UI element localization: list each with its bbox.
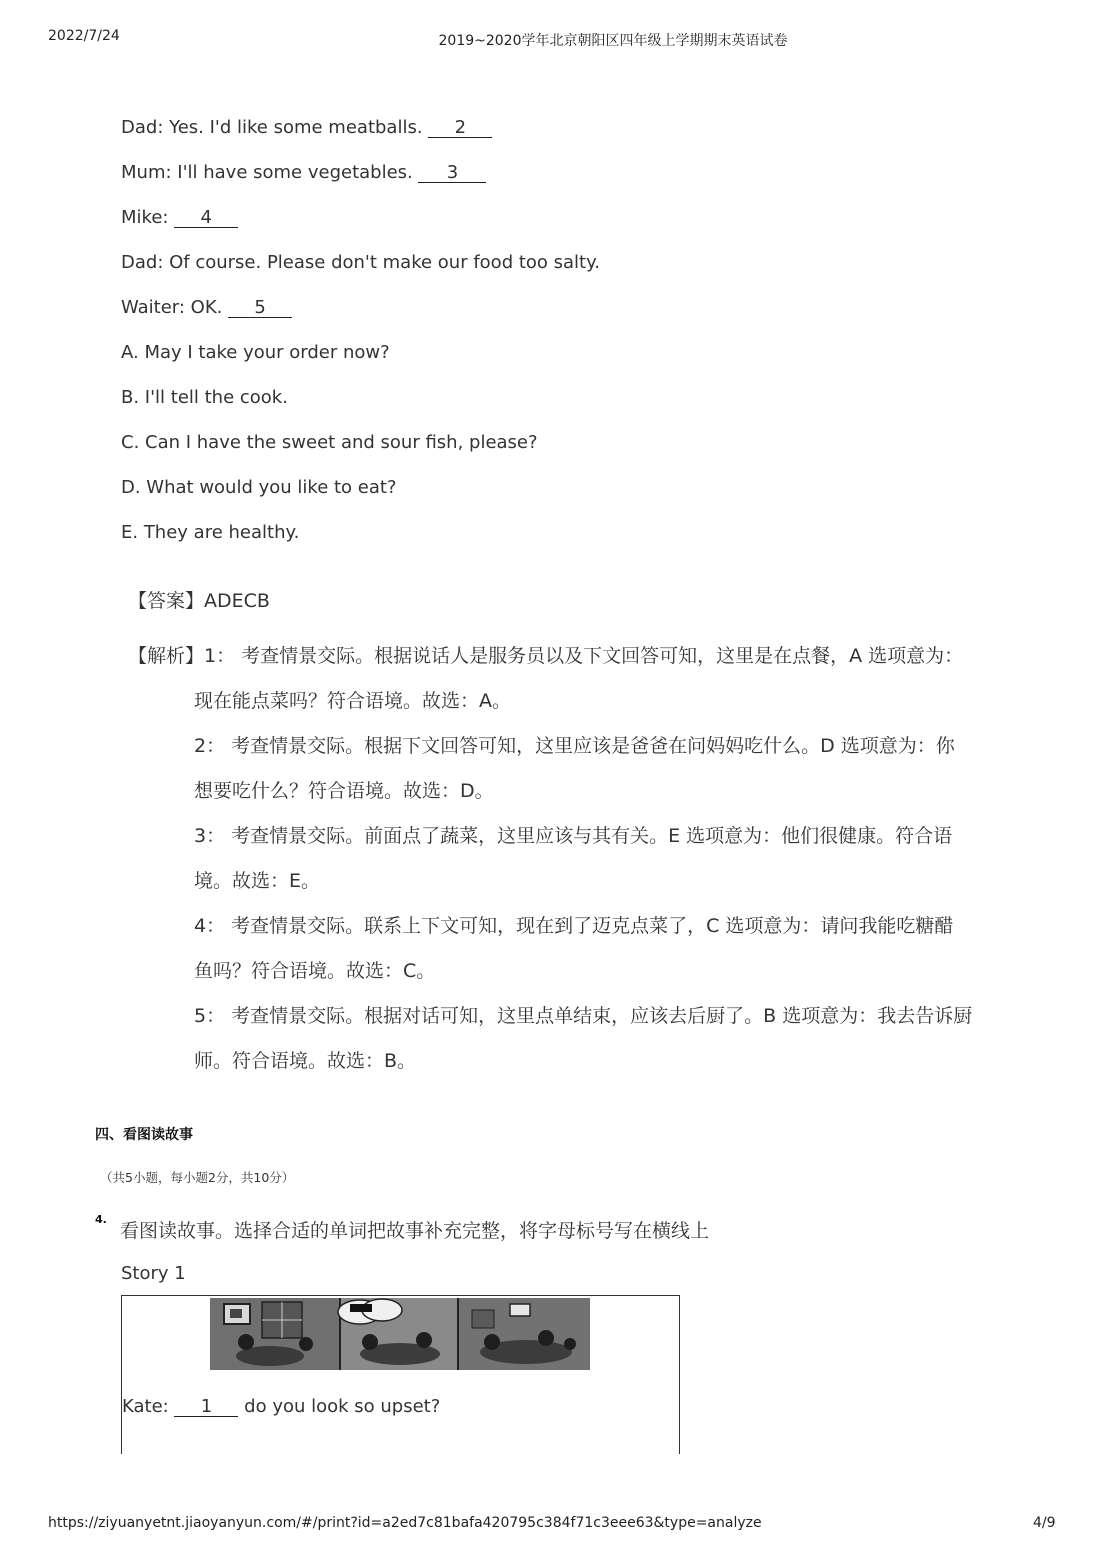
- answer-blank: 2: [428, 119, 492, 138]
- dialogue-line: [121, 297, 292, 318]
- dialogue-line: [121, 207, 238, 228]
- answer-blank: 1: [174, 1398, 238, 1417]
- answer-blank: 4: [174, 209, 238, 228]
- dialogue-line: [121, 117, 492, 138]
- answer-blank: 5: [228, 299, 292, 318]
- question-number: 4.: [95, 1213, 107, 1226]
- dialogue-line: [121, 252, 600, 273]
- analysis-line: 5： 考查情景交际。根据对话可知，这里点单结束，应该去后厨了。B 选项意为：我去告诉厨: [194, 1005, 973, 1027]
- analysis-line: 师。符合语境。故选：B。: [194, 1050, 417, 1072]
- analysis-line: 4： 考查情景交际。联系上下文可知，现在到了迈克点菜了，C 选项意为：请问我能吃糖醋: [194, 915, 954, 937]
- analysis-label: 【解析】: [128, 645, 205, 667]
- option-b: B. I'll tell the cook.: [121, 387, 288, 408]
- story-comic-image: [210, 1298, 590, 1370]
- question-text: 看图读故事。选择合适的单词把故事补充完整，将字母标号写在横线上: [120, 1220, 710, 1242]
- analysis-line: 3： 考查情景交际。前面点了蔬菜，这里应该与其有关。E 选项意为：他们很健康。符合语: [194, 825, 953, 847]
- section-subtitle: （共5小题，每小题2分，共10分）: [100, 1170, 295, 1185]
- analysis-line: 2： 考查情景交际。根据下文回答可知，这里应该是爸爸在问妈妈吃什么。D 选项意为：你: [194, 735, 955, 757]
- page-number: 4/9: [1033, 1515, 1056, 1531]
- option-c: C. Can I have the sweet and sour fish, please?: [121, 432, 538, 453]
- option-d: D. What would you like to eat?: [121, 477, 397, 498]
- document-title: 2019~2020学年北京朝阳区四年级上学期期末英语试卷: [438, 33, 788, 49]
- story-label: Story 1: [121, 1263, 186, 1284]
- option-a: A. May I take your order now?: [121, 342, 390, 363]
- analysis-line: 鱼吗？符合语境。故选：C。: [194, 960, 436, 982]
- answer-line: [128, 586, 270, 613]
- story-sentence-text: do you look so upset?: [238, 1396, 441, 1417]
- option-e: E. They are healthy.: [121, 522, 300, 543]
- analysis-line: 现在能点菜吗？符合语境。故选：A。: [194, 690, 511, 712]
- analysis-line: 想要吃什么？符合语境。故选：D。: [194, 780, 494, 802]
- dialogue-line: [121, 162, 486, 183]
- analysis-text: 1： 考查情景交际。根据说话人是服务员以及下文回答可知，这里是在点餐，A 选项意为：: [204, 645, 964, 667]
- dialogue-text: Mike:: [121, 207, 175, 228]
- analysis-line: 境。故选：E。: [194, 870, 321, 892]
- dialogue-text: Mum: I'll have some vegetables.: [121, 162, 419, 183]
- dialogue-text: Dad: Of course. Please don't make our food too salty.: [121, 252, 600, 273]
- story-speaker-text: Kate:: [122, 1396, 175, 1417]
- section-title: 四、看图读故事: [95, 1127, 193, 1143]
- footer-url: https://ziyuanyetnt.jiaoyanyun.com/#/print?id=a2ed7c81bafa420795c384f71c3eee63&type=analyze: [48, 1515, 762, 1531]
- dialogue-text: Waiter: OK.: [121, 297, 229, 318]
- answer-label: 【答案】: [128, 590, 205, 612]
- analysis-line: [128, 641, 963, 668]
- answer-blank: 3: [418, 164, 486, 183]
- story-line: [122, 1396, 440, 1417]
- story-box: [121, 1295, 680, 1454]
- answer-value: ADECB: [204, 590, 270, 612]
- dialogue-text: Dad: Yes. I'd like some meatballs.: [121, 117, 429, 138]
- print-date: 2022/7/24: [48, 28, 120, 44]
